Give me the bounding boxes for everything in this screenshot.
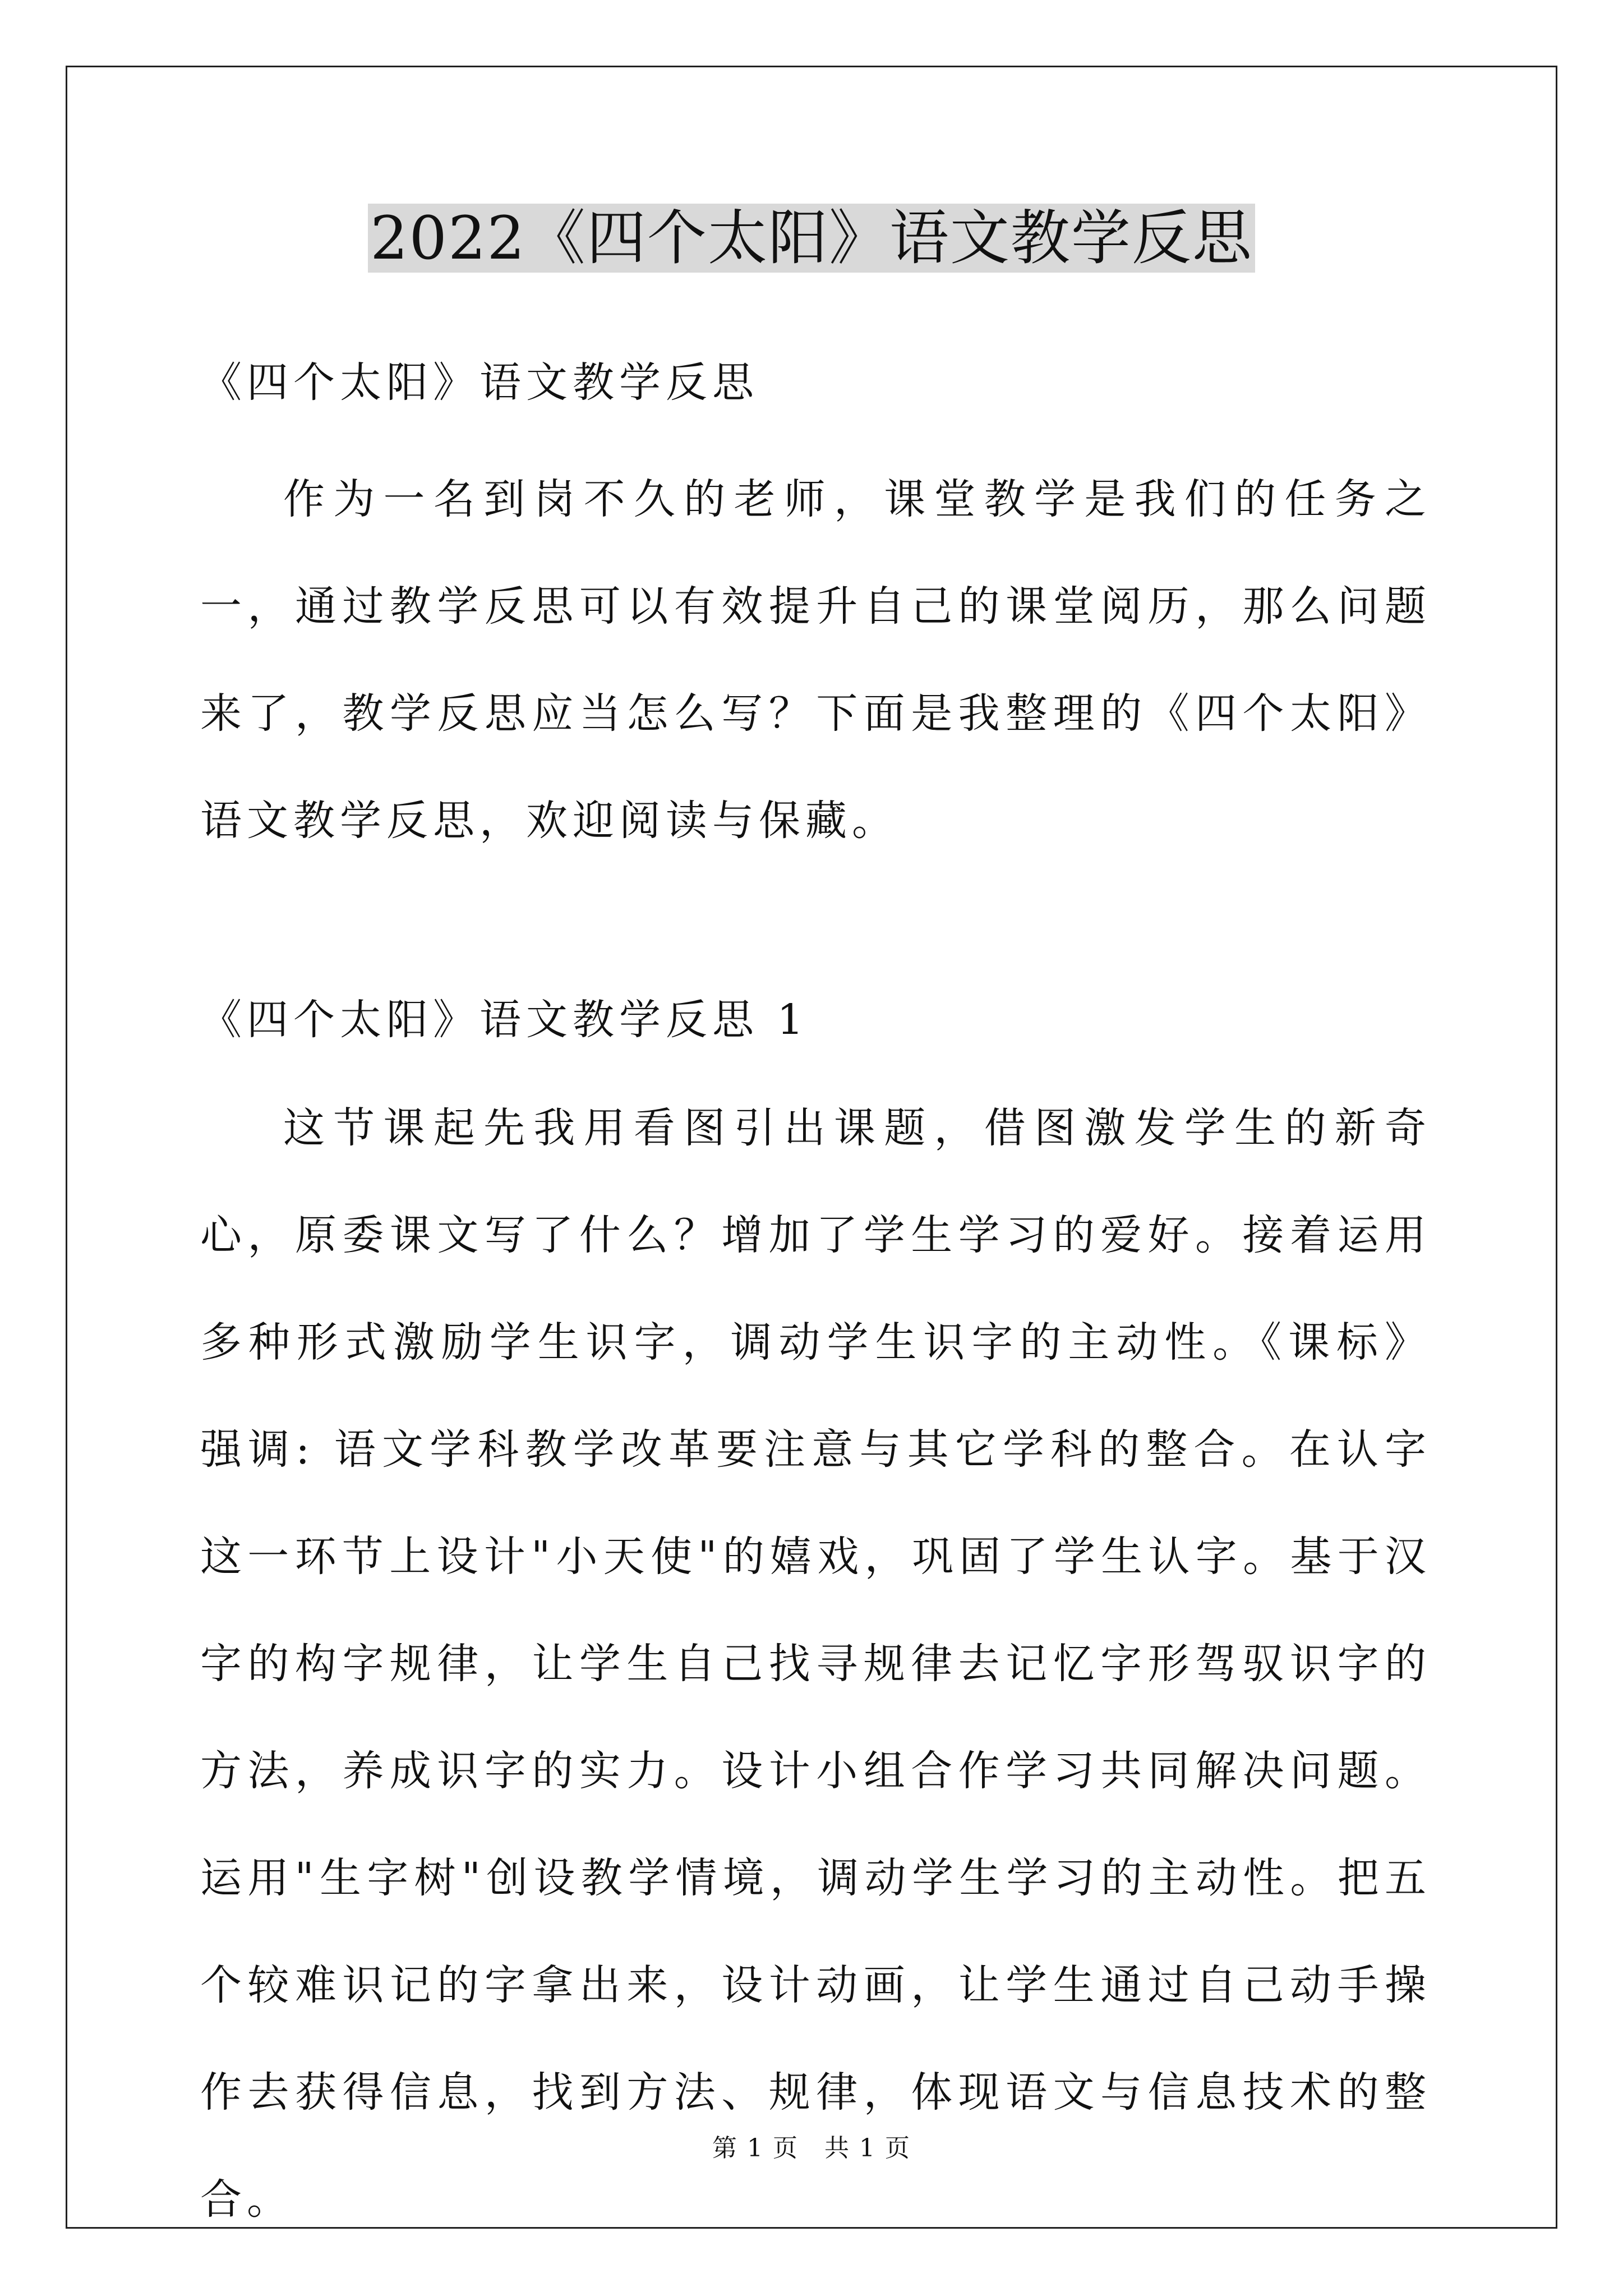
document-title [0, 199, 1623, 278]
document-title-text: 2022《四个太阳》语文教学反思 [368, 204, 1255, 273]
intro-paragraph: 作为一名到岗不久的老师，课堂教学是我们的任务之一，通过教学反思可以有效提升自己的课堂阅历，那么问题来了，教学反思应当怎么写？下面是我整理的《四个太阳》语文教学反思，欢迎阅读与保藏。 [200, 475, 1431, 845]
subheading: 《四个太阳》语文教学反思 [200, 358, 759, 407]
page-footer: 第 1 页 共 1 页 [712, 2134, 911, 2162]
section-1-paragraph: 这节课起先我用看图引出课题，借图激发学生的新奇心，原委课文写了什么？增加了学生学习的爱好。接着运用多种形式激励学生识字，调动学生识字的主动性。《课标》强调: 语文学科教学改革要注意与其它学科的整合。在认字这一环节上设计"小天使"的嬉戏，巩固了学生认字。基于汉字的构字规律，让学生自己找寻规律去记忆字形驾驭识字的方法，养成识字的实力。设计小组合作学习共同解决问题。运用"生字树"创设教学情境，调动学生学习的主动性。把五个较难识记的字拿出来，设计动画，让学生通过自己动手操作去获得信息，找到方法、规律，体现语文与信息技术的整合。 [200, 1104, 1431, 2224]
intro-section [200, 446, 1431, 875]
section-1-heading: 《四个太阳》语文教学反思 1 [200, 996, 809, 1044]
section-1-body [200, 1075, 1431, 2253]
